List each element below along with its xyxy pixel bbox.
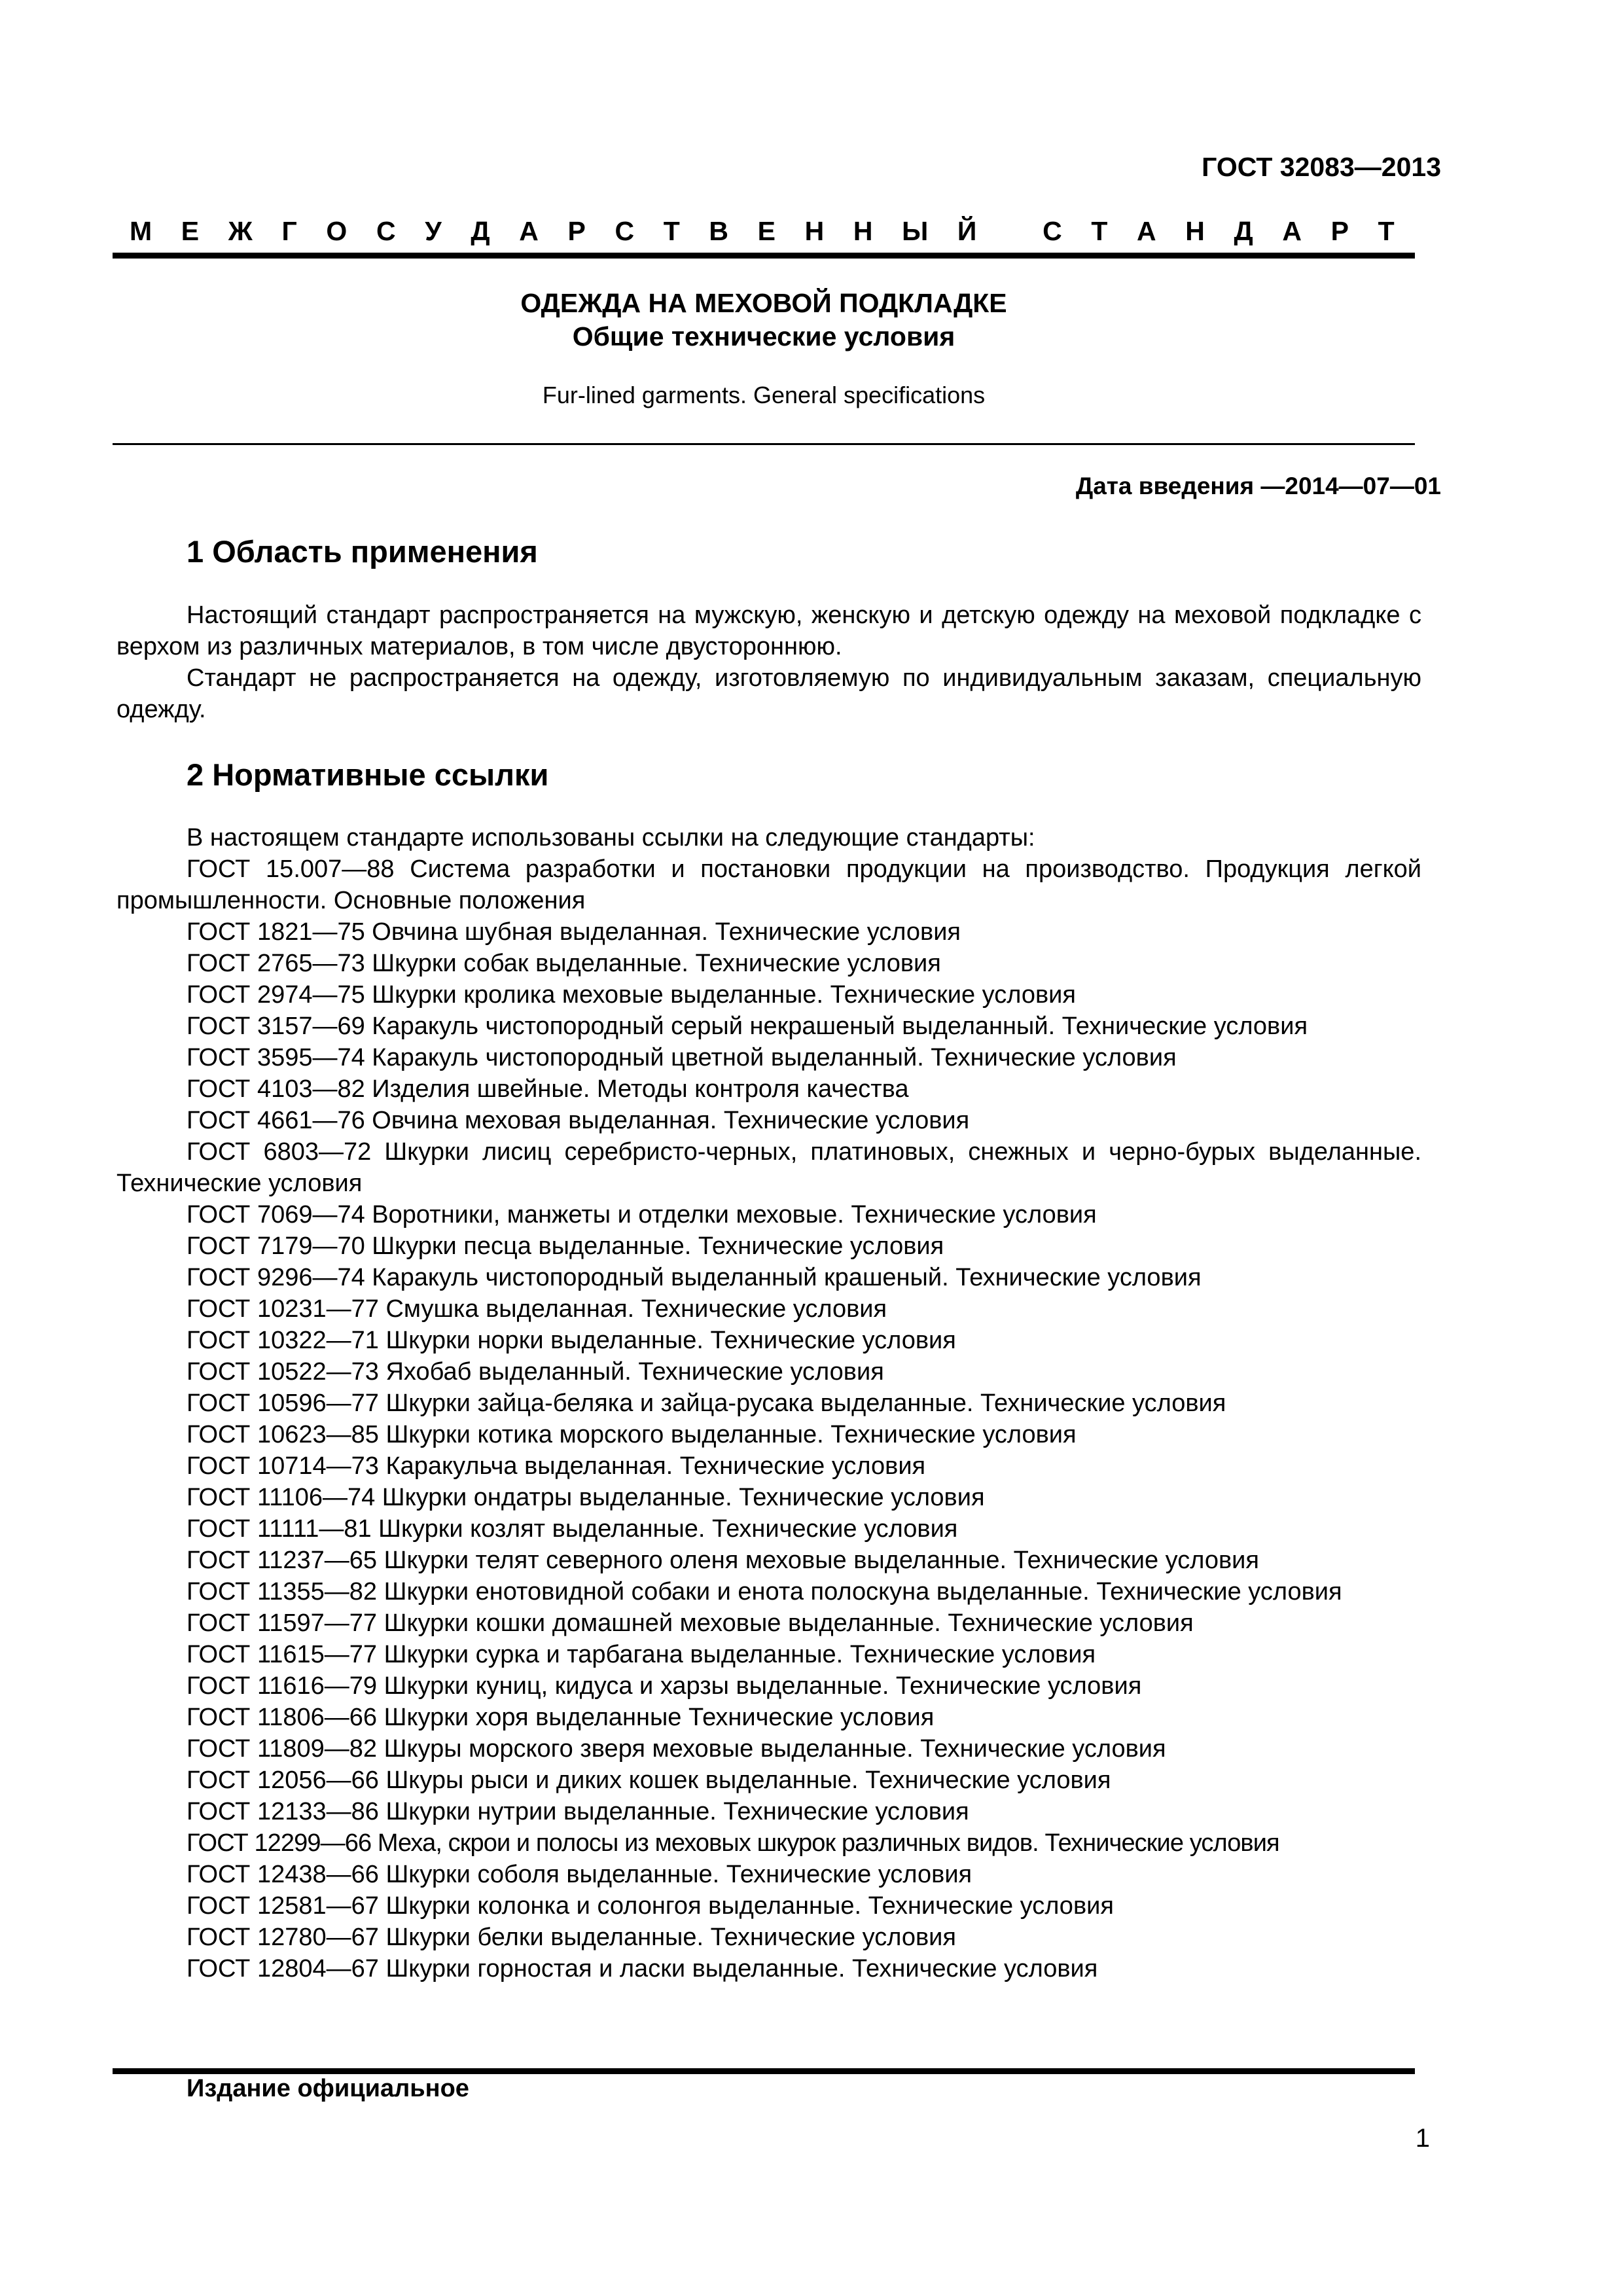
standard-type-letter: Ы <box>902 216 930 246</box>
standard-type-letter: Д <box>471 216 491 246</box>
reference-item: ГОСТ 11806—66 Шкурки хоря выделанные Технические условия <box>187 1704 935 1731</box>
standard-type-letter: Р <box>567 216 587 246</box>
standard-type-letter: С <box>376 216 397 246</box>
reference-item: ГОСТ 4661—76 Овчина меховая выделанная. Технические условия <box>187 1107 970 1134</box>
standard-type-letter: Н <box>1185 216 1206 246</box>
standard-type-letter: Т <box>1378 216 1396 246</box>
standard-type-letter: С <box>615 216 636 246</box>
reference-item: ГОСТ 12581—67 Шкурки колонка и солонгоя выделанные. Технические условия <box>187 1892 1114 1920</box>
title-divider <box>113 443 1415 445</box>
standard-type-letter: Е <box>181 216 201 246</box>
standard-type-letter: Н <box>853 216 874 246</box>
references-intro: В настоящем стандарте использованы ссылки на следующие стандарты: <box>187 824 1035 852</box>
reference-item: ГОСТ 12056—66 Шкуры рыси и диких кошек выделанные. Технические условия <box>187 1767 1111 1794</box>
header-divider <box>113 253 1415 259</box>
reference-item: ГОСТ 3157—69 Каракуль чистопородный серый некрашеный выделанный. Технические условия <box>187 1013 1308 1040</box>
standard-type-letter: Д <box>1234 216 1255 246</box>
reference-item: ГОСТ 12438—66 Шкурки соболя выделанные. Технические условия <box>187 1861 972 1888</box>
reference-item: ГОСТ 11615—77 Шкурки сурка и тарбагана выделанные. Технические условия <box>187 1641 1096 1668</box>
reference-item: ГОСТ 10231—77 Смушка выделанная. Технические условия <box>187 1295 887 1323</box>
standard-type-letter <box>1006 216 1014 247</box>
reference-item: ГОСТ 6803—72 Шкурки лисиц серебристо-черных, платиновых, снежных и черно-бурых выделанные. Технические условия <box>116 1138 1421 1197</box>
reference-item: ГОСТ 11237—65 Шкурки телят северного оленя меховые выделанные. Технические условия <box>187 1547 1259 1574</box>
document-title: ОДЕЖДА НА МЕХОВОЙ ПОДКЛАДКЕ <box>520 288 1007 318</box>
section-2-heading: 2 Нормативные ссылки <box>187 757 549 792</box>
reference-item: ГОСТ 11106—74 Шкурки ондатры выделанные. Технические условия <box>187 1484 985 1511</box>
standard-type-letter: У <box>425 216 443 246</box>
page-number: 1 <box>1415 2124 1430 2153</box>
references-list <box>116 822 1421 1984</box>
reference-item: ГОСТ 10322—71 Шкурки норки выделанные. Технические условия <box>187 1327 956 1354</box>
reference-item: ГОСТ 15.007—88 Система разработки и постановки продукции на производство. Продукция легкой промышленности. Основные положения <box>116 855 1421 914</box>
standard-type-letter: Т <box>663 216 681 246</box>
reference-item: ГОСТ 3595—74 Каракуль чистопородный цветной выделанный. Технические условия <box>187 1044 1177 1071</box>
reference-item: ГОСТ 10522—73 Яхобаб выделанный. Технические условия <box>187 1358 884 1386</box>
reference-item: ГОСТ 7069—74 Воротники, манжеты и отделки меховые. Технические условия <box>187 1201 1097 1229</box>
standard-type-letter: Н <box>804 216 826 246</box>
standard-type-letter: А <box>1137 216 1158 246</box>
standard-type-letter: М <box>130 216 154 246</box>
standard-type-letter: Т <box>1091 216 1109 246</box>
standard-type-letter: С <box>1043 216 1063 246</box>
edition-label: Издание официальное <box>187 2075 469 2102</box>
reference-item: ГОСТ 1821—75 Овчина шубная выделанная. Технические условия <box>187 918 961 946</box>
introduction-date: Дата введения —2014—07—01 <box>1075 473 1441 499</box>
document-subtitle: Общие технические условия <box>572 321 955 351</box>
standard-type-letter: Й <box>957 216 978 246</box>
standard-type-heading <box>130 216 1396 247</box>
standard-type-letter: А <box>519 216 540 246</box>
reference-item: ГОСТ 12299—66 Меха, скрои и полосы из меховых шкурок различных видов. Технические условия <box>187 1829 1279 1857</box>
standard-type-letter: В <box>709 216 730 246</box>
footer-divider <box>113 2068 1415 2074</box>
reference-item: ГОСТ 9296—74 Каракуль чистопородный выделанный крашеный. Технические условия <box>187 1264 1202 1291</box>
reference-item: ГОСТ 10623—85 Шкурки котика морского выделанные. Технические условия <box>187 1421 1077 1448</box>
section-1-heading: 1 Область применения <box>187 534 538 569</box>
standard-type-letter: Е <box>757 216 777 246</box>
reference-item: ГОСТ 11809—82 Шкуры морского зверя меховые выделанные. Технические условия <box>187 1735 1166 1763</box>
reference-item: ГОСТ 12133—86 Шкурки нутрии выделанные. Технические условия <box>187 1798 969 1825</box>
english-title: Fur-lined garments. General specifications <box>542 382 986 408</box>
reference-item: ГОСТ 11597—77 Шкурки кошки домашней меховые выделанные. Технические условия <box>187 1609 1194 1637</box>
reference-item: ГОСТ 4103—82 Изделия швейные. Методы контроля качества <box>187 1075 909 1103</box>
reference-item: ГОСТ 7179—70 Шкурки песца выделанные. Технические условия <box>187 1232 944 1260</box>
standard-type-letter: Р <box>1330 216 1350 246</box>
reference-item: ГОСТ 11355—82 Шкурки енотовидной собаки и енота полоскуна выделанные. Технические условия <box>187 1578 1342 1605</box>
reference-item: ГОСТ 12804—67 Шкурки горностая и ласки выделанные. Технические условия <box>187 1955 1098 1982</box>
standard-type-letter: О <box>326 216 349 246</box>
reference-item: ГОСТ 10714—73 Каракульча выделанная. Технические условия <box>187 1452 926 1480</box>
section-1-paragraph: Стандарт не распространяется на одежду, изготовляемую по индивидуальным заказам, специальную одежду. <box>116 664 1421 723</box>
standard-type-letter: Ж <box>228 216 254 246</box>
reference-item: ГОСТ 2974—75 Шкурки кролика меховые выделанные. Технические условия <box>187 981 1076 1009</box>
reference-item: ГОСТ 10596—77 Шкурки зайца-беляка и зайца-русака выделанные. Технические условия <box>187 1390 1226 1417</box>
reference-item: ГОСТ 11111—81 Шкурки козлят выделанные. Технические условия <box>187 1515 958 1543</box>
standard-type-letter: Г <box>281 216 298 246</box>
reference-item: ГОСТ 11616—79 Шкурки куниц, кидуса и харзы выделанные. Технические условия <box>187 1672 1142 1700</box>
reference-item: ГОСТ 12780—67 Шкурки белки выделанные. Технические условия <box>187 1924 956 1951</box>
section-1-paragraph: Настоящий стандарт распространяется на мужскую, женскую и детскую одежду на меховой подкладке с верхом из различных материалов, в том числе двустороннюю. <box>116 601 1421 660</box>
reference-item: ГОСТ 2765—73 Шкурки собак выделанные. Технические условия <box>187 950 941 977</box>
document-code: ГОСТ 32083—2013 <box>1202 152 1441 182</box>
standard-type-letter: А <box>1282 216 1303 246</box>
